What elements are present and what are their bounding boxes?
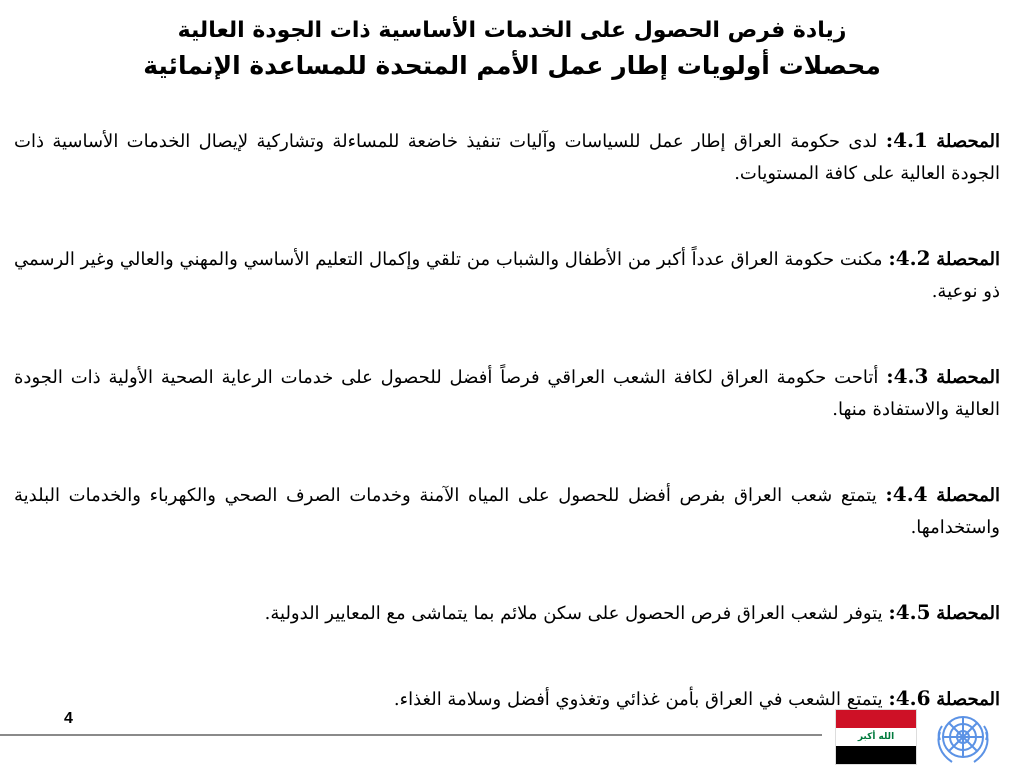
- slide-title-line1: زيادة فرص الحصول على الخدمات الأساسية ذات الجودة العالية: [177, 18, 847, 43]
- outcome-label: المحصلة: [936, 603, 1000, 624]
- flag-white-band: [836, 728, 916, 746]
- flag-red-band: [836, 710, 916, 728]
- outcome-text: يتمتع الشعب في العراق بأمن غذائي وتغذوي أفضل وسلامة الغذاء.: [393, 689, 889, 710]
- outcome-number: 4.2: [895, 246, 931, 270]
- footer-divider: [0, 734, 822, 736]
- outcome-label: المحصلة: [936, 249, 1000, 270]
- outcome-4-2: [14, 242, 1000, 308]
- page-number: 4: [64, 710, 73, 727]
- outcome-label: المحصلة: [936, 689, 1000, 710]
- outcome-separator: :: [888, 686, 896, 710]
- outcome-text: لدى حكومة العراق إطار عمل للسياسات وآليات تنفيذ خاضعة للمساءلة وتشاركية لإيصال الخدمات الأساسية ذات الجودة العالية على كافة المستويات.: [14, 131, 1000, 184]
- slide-title: [40, 14, 984, 84]
- outcome-number: 4.6: [895, 686, 931, 710]
- outcome-number: 4.5: [895, 600, 931, 624]
- outcome-text: يتوفر لشعب العراق فرص الحصول على سكن ملائم بما يتماشى مع المعايير الدولية.: [264, 603, 889, 624]
- outcomes-list: [14, 124, 1000, 716]
- outcome-separator: :: [885, 128, 894, 152]
- outcome-separator: :: [888, 246, 896, 270]
- un-emblem-icon: [932, 706, 994, 768]
- iraq-flag-icon: [836, 710, 916, 764]
- outcome-number: 4.4: [892, 482, 928, 506]
- outcome-separator: :: [886, 364, 894, 388]
- outcome-4-4: [14, 478, 1000, 544]
- outcome-4-1: [14, 124, 1000, 190]
- outcome-separator: :: [885, 482, 893, 506]
- outcome-4-3: [14, 360, 1000, 426]
- outcome-4-5: [14, 596, 1000, 630]
- outcome-text: يتمتع شعب العراق بفرص أفضل للحصول على المياه الآمنة وخدمات الصرف الصحي والكهرباء والخدمات البلدية واستخدامها.: [14, 485, 1000, 538]
- outcome-label: المحصلة: [936, 131, 1000, 152]
- outcome-number: 4.1: [893, 128, 928, 152]
- outcome-number: 4.3: [893, 364, 929, 388]
- outcome-label: المحصلة: [936, 485, 1000, 506]
- flag-script: الله أكبر: [857, 731, 895, 742]
- outcome-text: مكنت حكومة العراق عدداً أكبر من الأطفال والشباب من تلقي وإكمال التعليم الأساسي والمهني والعالي وغير الرسمي ذو نوعية.: [14, 249, 1000, 302]
- flag-black-band: [836, 746, 916, 764]
- outcome-label: المحصلة: [936, 367, 1000, 388]
- outcome-separator: :: [888, 600, 896, 624]
- outcome-text: أتاحت حكومة العراق لكافة الشعب العراقي فرصاً أفضل للحصول على خدمات الرعاية الصحية الأولية ذات الجودة العالية والاستفادة منها.: [14, 367, 1000, 420]
- slide-title-line2: محصلات أولويات إطار عمل الأمم المتحدة للمساعدة الإنمائية: [143, 51, 881, 80]
